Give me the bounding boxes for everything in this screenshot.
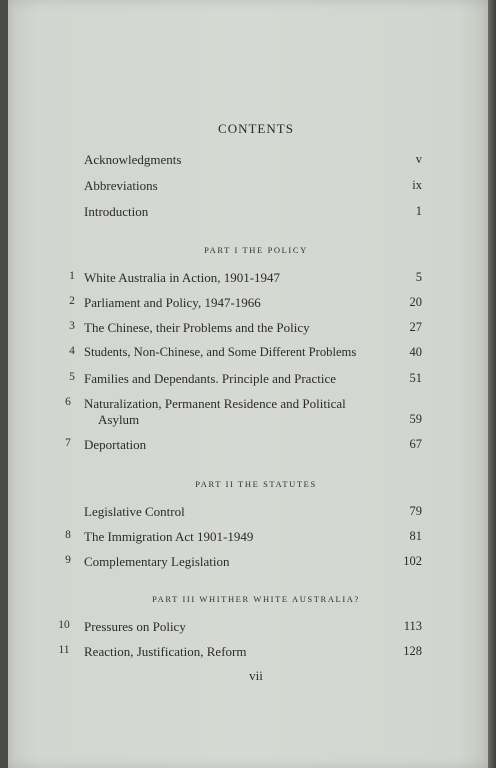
toc-entry-page: 1 [415, 204, 422, 218]
chapter-title: Pressures on Policy [84, 619, 186, 634]
toc-chapter-9 [8, 554, 496, 574]
chapter-title: Reaction, Justification, Reform [84, 644, 247, 659]
chapter-title: Naturalization, Permanent Residence and Political [84, 396, 346, 411]
part-heading-1: PART I THE POLICY [204, 245, 308, 255]
toc-chapter-4 [8, 345, 496, 365]
toc-chapter-8 [8, 529, 496, 549]
chapter-title: Deportation [84, 437, 147, 452]
chapter-number: 2 [69, 295, 75, 307]
toc-chapter-6-cont [8, 412, 496, 432]
toc-chapter-2 [8, 295, 496, 315]
toc-entry-page: v [415, 152, 422, 166]
chapter-page: 102 [403, 554, 422, 568]
chapter-title-continuation: Asylum [98, 412, 140, 427]
toc-entry-title: Acknowledgments [84, 152, 182, 167]
chapter-page: 5 [415, 270, 422, 284]
chapter-number: 4 [69, 345, 75, 357]
chapter-title: The Chinese, their Problems and the Policy [84, 320, 310, 335]
toc-chapter-7 [8, 437, 496, 457]
chapter-title: Families and Dependants. Principle and Practice [84, 371, 336, 386]
page-number: vii [249, 668, 263, 683]
toc-chapter-1 [8, 270, 496, 290]
toc-entry-acknowledgments [8, 152, 496, 172]
toc-entry-title: Abbreviations [84, 178, 158, 193]
chapter-number: 10 [58, 619, 70, 631]
toc-chapter-11 [8, 644, 496, 664]
contents-heading: CONTENTS [218, 121, 294, 136]
chapter-page: 113 [403, 619, 422, 633]
toc-chapter-3 [8, 320, 496, 340]
toc-entry-abbreviations [8, 178, 496, 198]
chapter-number: 7 [65, 437, 71, 449]
chapter-page: 40 [409, 345, 422, 359]
chapter-number: 6 [65, 396, 71, 408]
chapter-number: 3 [69, 320, 75, 332]
toc-chapter-10 [8, 619, 496, 639]
chapter-title: White Australia in Action, 1901-1947 [84, 270, 281, 285]
toc-entry-legislative-control [8, 504, 496, 524]
chapter-page: 59 [409, 412, 422, 426]
toc-entry-page: ix [412, 178, 422, 192]
chapter-page: 81 [409, 529, 422, 543]
chapter-number: 5 [69, 371, 75, 383]
chapter-page: 27 [409, 320, 422, 334]
chapter-title: The Immigration Act 1901-1949 [84, 529, 254, 544]
chapter-page: 20 [409, 295, 422, 309]
chapter-page: 67 [409, 437, 422, 451]
book-edge-shadow [488, 0, 496, 768]
chapter-title: Parliament and Policy, 1947-1966 [84, 295, 261, 310]
chapter-number: 1 [69, 270, 75, 282]
toc-entry-title: Introduction [84, 204, 149, 219]
chapter-title: Students, Non-Chinese, and Some Different Problems [84, 345, 357, 359]
chapter-number: 11 [58, 644, 70, 656]
chapter-number: 9 [65, 554, 71, 566]
chapter-page: 79 [409, 504, 422, 518]
chapter-page: 51 [409, 371, 422, 385]
chapter-title: Complementary Legislation [84, 554, 230, 569]
toc-entry-introduction [8, 204, 496, 224]
chapter-number: 8 [65, 529, 71, 541]
part-heading-2: PART II THE STATUTES [195, 479, 317, 489]
toc-chapter-5 [8, 371, 496, 391]
chapter-page: 128 [403, 644, 422, 658]
chapter-title: Legislative Control [84, 504, 185, 519]
part-heading-3: PART III WHITHER WHITE AUSTRALIA? [152, 594, 360, 604]
book-page [8, 0, 488, 768]
